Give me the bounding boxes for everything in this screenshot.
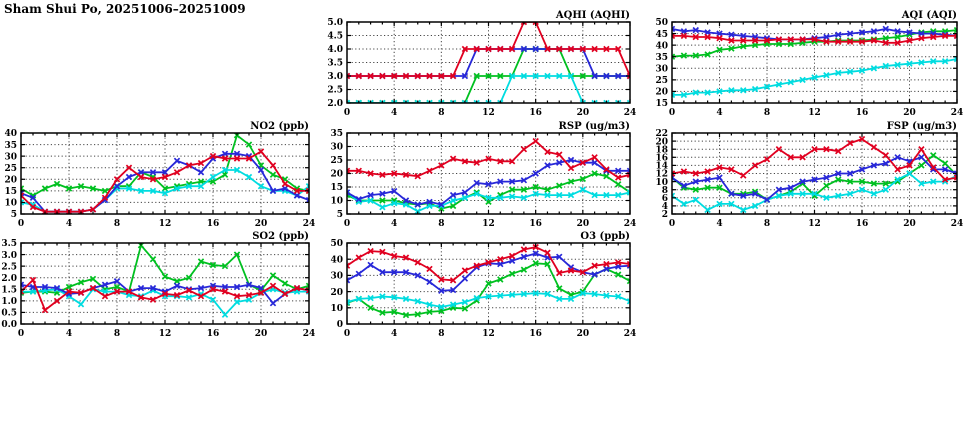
- page-title: Sham Shui Po, 20251006–20251009: [4, 2, 246, 16]
- x-axis-labels: [18, 219, 315, 229]
- y-tick-label: 2.0: [1, 273, 17, 284]
- y-tick-label: 10: [330, 196, 343, 207]
- x-tick-label: 20: [903, 108, 916, 118]
- y-tick-label: 10: [4, 198, 17, 209]
- y-tick-label: 35: [4, 140, 17, 151]
- x-tick-label: 16: [206, 219, 220, 229]
- chart-fsp: [655, 121, 963, 229]
- x-tick-label: 24: [950, 219, 964, 229]
- x-tick-label: 24: [950, 108, 964, 118]
- x-axis-labels: [669, 219, 963, 229]
- chart-title-no2: NO2 (ppb): [250, 121, 309, 132]
- y-tick-label: 35: [330, 129, 343, 140]
- y-tick-label: 15: [655, 99, 668, 110]
- x-tick-label: 12: [808, 108, 821, 118]
- x-tick-label: 0: [668, 108, 676, 118]
- x-tick-label: 12: [482, 219, 495, 229]
- y-tick-label: 50: [655, 18, 668, 29]
- x-tick-label: 24: [623, 329, 637, 339]
- x-axis-labels: [344, 108, 636, 118]
- chart-title-rsp: RSP (ug/m3): [558, 121, 630, 132]
- x-tick-label: 20: [903, 219, 916, 229]
- series-cyan: [344, 291, 632, 310]
- y-tick-label: 0: [336, 320, 343, 331]
- y-tick-label: 20: [330, 169, 343, 180]
- chart-title-so2: SO2 (ppb): [252, 231, 309, 242]
- y-axis-labels: [655, 129, 668, 220]
- x-tick-label: 12: [482, 108, 495, 118]
- x-tick-label: 4: [716, 108, 723, 118]
- y-tick-label: 0.0: [1, 320, 17, 331]
- y-tick-label: 3.5: [1, 239, 17, 250]
- y-tick-label: 5: [10, 210, 17, 221]
- y-tick-label: 18: [655, 145, 668, 156]
- y-tick-label: 0.5: [1, 308, 17, 319]
- x-tick-label: 20: [576, 108, 590, 118]
- x-tick-label: 16: [855, 108, 869, 118]
- y-tick-label: 14: [655, 161, 668, 172]
- x-tick-label: 16: [529, 108, 542, 118]
- chart-aqhi: [327, 10, 636, 118]
- y-tick-label: 5: [336, 210, 343, 221]
- x-tick-label: 24: [302, 329, 316, 339]
- y-tick-label: 20: [330, 287, 343, 298]
- y-tick-label: 6: [661, 194, 668, 204]
- x-tick-label: 4: [65, 219, 73, 229]
- x-tick-label: 4: [65, 329, 73, 339]
- y-tick-label: 35: [655, 52, 668, 63]
- y-tick-label: 20: [4, 175, 17, 186]
- x-tick-label: 0: [17, 329, 25, 339]
- x-tick-label: 12: [158, 219, 172, 229]
- y-tick-label: 4: [661, 202, 668, 213]
- y-tick-label: 22: [655, 129, 668, 140]
- x-tick-label: 8: [438, 329, 445, 339]
- x-axis-labels: [669, 108, 963, 118]
- x-tick-label: 0: [343, 108, 351, 118]
- chart-title-fsp: FSP (ug/m3): [886, 121, 957, 132]
- chart-o3: [330, 231, 636, 339]
- x-tick-label: 20: [576, 329, 590, 339]
- y-tick-label: 4.5: [327, 31, 343, 42]
- y-tick-label: 30: [330, 142, 343, 153]
- y-tick-label: 12: [655, 169, 668, 180]
- y-axis-labels: [327, 18, 343, 109]
- x-tick-label: 16: [206, 329, 220, 339]
- y-tick-label: 40: [4, 129, 17, 140]
- series-blue: [18, 151, 311, 214]
- y-tick-label: 16: [655, 153, 668, 164]
- x-tick-label: 4: [391, 329, 398, 339]
- x-tick-label: 0: [668, 219, 676, 229]
- series-group: [344, 139, 632, 214]
- y-tick-label: 50: [330, 239, 343, 250]
- x-tick-label: 20: [254, 219, 268, 229]
- x-tick-label: 20: [576, 219, 590, 229]
- x-tick-label: 8: [763, 219, 771, 229]
- y-tick-label: 30: [4, 152, 17, 163]
- y-tick-label: 25: [330, 156, 343, 167]
- chart-aqi: [655, 10, 963, 118]
- y-tick-label: 20: [655, 87, 668, 98]
- grid: [673, 134, 956, 213]
- y-axis-labels: [655, 18, 668, 109]
- x-tick-label: 20: [254, 329, 268, 339]
- grid: [22, 244, 308, 323]
- x-tick-label: 0: [343, 329, 351, 339]
- y-axis-labels: [1, 239, 17, 330]
- x-tick-label: 16: [529, 329, 542, 339]
- series-blue: [344, 251, 632, 294]
- x-axis-labels: [18, 329, 315, 339]
- x-tick-label: 4: [391, 108, 398, 118]
- y-tick-label: 40: [330, 255, 343, 266]
- y-tick-label: 8: [661, 185, 668, 196]
- x-tick-label: 4: [391, 219, 398, 229]
- y-tick-label: 20: [655, 137, 668, 148]
- y-tick-label: 30: [655, 64, 668, 75]
- y-tick-label: 3.0: [327, 72, 343, 83]
- y-tick-label: 2.0: [327, 99, 343, 110]
- y-tick-label: 2.5: [327, 85, 343, 96]
- x-tick-label: 12: [482, 329, 495, 339]
- y-tick-label: 10: [330, 304, 343, 314]
- y-tick-label: 15: [4, 187, 17, 198]
- y-tick-label: 2: [661, 210, 668, 221]
- y-tick-label: 1.0: [1, 297, 17, 308]
- x-tick-label: 12: [808, 219, 821, 229]
- y-tick-label: 25: [4, 163, 17, 174]
- y-tick-label: 10: [655, 177, 668, 188]
- x-tick-label: 8: [113, 219, 121, 229]
- x-tick-label: 8: [113, 329, 121, 339]
- y-axis-labels: [330, 129, 343, 220]
- y-tick-label: 4.0: [327, 45, 343, 56]
- x-tick-label: 4: [716, 219, 723, 229]
- y-tick-label: 3.0: [1, 250, 17, 261]
- x-tick-label: 8: [763, 108, 771, 118]
- y-tick-label: 3.5: [327, 58, 343, 69]
- y-tick-label: 15: [330, 183, 343, 194]
- chart-title-aqi: AQI (AQI): [901, 10, 957, 21]
- x-tick-label: 0: [343, 219, 351, 229]
- y-tick-label: 40: [655, 41, 668, 52]
- chart-title-o3: O3 (ppb): [580, 231, 630, 242]
- x-axis-labels: [344, 219, 636, 229]
- chart-so2: [1, 231, 315, 339]
- x-tick-label: 16: [529, 219, 542, 229]
- x-tick-label: 12: [158, 329, 172, 339]
- y-tick-label: 2.5: [1, 262, 17, 273]
- x-tick-label: 8: [438, 219, 445, 229]
- series-red: [669, 33, 959, 45]
- y-tick-label: 30: [330, 271, 343, 282]
- x-tick-label: 16: [855, 219, 869, 229]
- chart-title-aqhi: AQHI (AQHI): [555, 10, 630, 21]
- y-tick-label: 25: [655, 76, 668, 87]
- y-axis-labels: [4, 129, 17, 220]
- y-tick-label: 5.0: [327, 18, 343, 29]
- y-tick-label: 45: [655, 29, 668, 40]
- chart-rsp: [330, 121, 636, 229]
- grid: [348, 23, 629, 102]
- x-tick-label: 24: [302, 219, 316, 229]
- x-tick-label: 24: [623, 108, 637, 118]
- chart-no2: [4, 121, 315, 229]
- x-tick-label: 8: [438, 108, 445, 118]
- series-group: [669, 26, 959, 97]
- x-tick-label: 0: [17, 219, 25, 229]
- x-tick-label: 24: [623, 219, 637, 229]
- y-tick-label: 1.5: [1, 285, 17, 296]
- y-axis-labels: [330, 239, 343, 330]
- x-axis-labels: [344, 329, 636, 339]
